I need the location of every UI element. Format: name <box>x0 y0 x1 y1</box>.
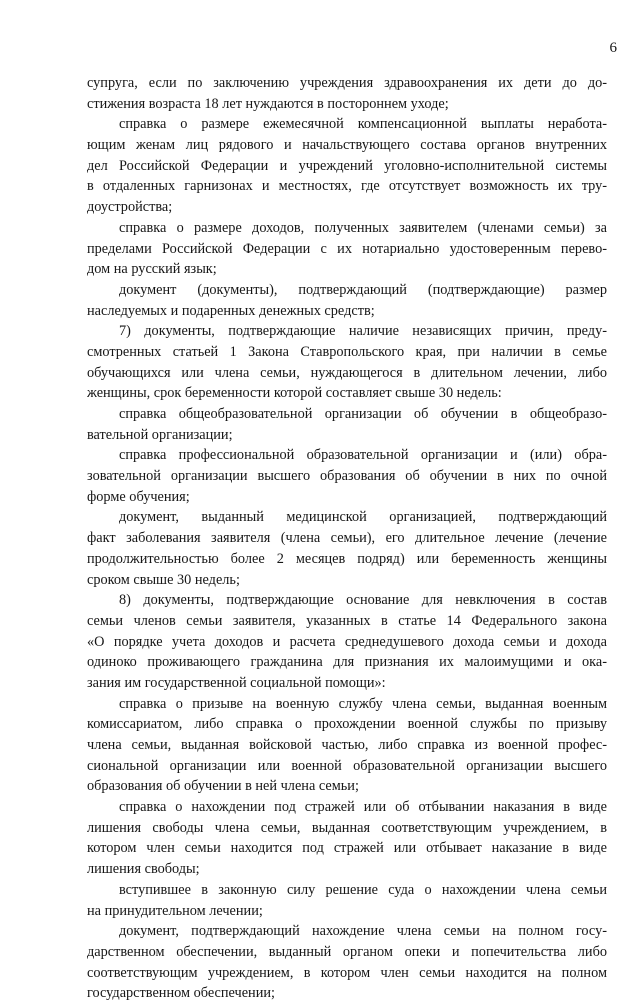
text-line: форме обучения; <box>87 488 190 505</box>
text-line: на принудительном лечении; <box>87 902 263 919</box>
text-line: документ, выданный медицинской организацией, подтверждающий <box>119 509 607 526</box>
text-line: зания им государственной социальной помощи»: <box>87 674 386 691</box>
text-line: лишения свободы члена семьи, выданная соответствующим учреждением, в <box>87 819 607 836</box>
document-body-text <box>87 73 607 1004</box>
text-line: справка профессиональной образовательной организации и (или) обра- <box>119 447 607 464</box>
text-line: дом на русский язык; <box>87 261 217 278</box>
text-line: соответствующим учреждением, в котором член семьи находится на полном <box>87 964 607 981</box>
text-line: справка о размере доходов, полученных заявителем (членами семьи) за <box>119 219 607 236</box>
text-line: семьи членов семьи заявителя, указанных в статье 14 Федерального закона <box>87 612 607 629</box>
text-line: смотренных статьей 1 Закона Ставропольского края, при наличии в семье <box>87 343 607 360</box>
text-line: одиноко проживающего гражданина для признания их малоимущими и ока- <box>87 654 607 671</box>
text-line: пределами Российской Федерации с их нотариально удостоверенным перево- <box>87 240 607 257</box>
page-number: 6 <box>609 40 617 56</box>
text-line: дел Российской Федерации и учреждений уголовно-исполнительной системы <box>87 157 607 174</box>
text-line: комиссариатом, либо справка о прохождении военной службы по призыву <box>87 716 607 733</box>
text-line: вступившее в законную силу решение суда о нахождении члена семьи <box>119 881 607 898</box>
text-line: доустройства; <box>87 199 173 216</box>
text-line: в отдаленных гарнизонах и местностях, где отсутствует возможность их тру- <box>87 178 607 195</box>
text-line: справка о призыве на военную службу члена семьи, выданная военным <box>119 695 607 712</box>
text-line: «О порядке учета доходов и расчета среднедушевого дохода семьи и дохода <box>87 633 607 650</box>
text-line: котором член семьи находится под стражей или отбывает наказание в виде <box>87 840 607 857</box>
text-line: женщины, срок беременности которой составляет свыше 30 недель: <box>87 385 502 402</box>
text-line: 7) документы, подтверждающие наличие независящих причин, преду- <box>119 323 607 340</box>
text-line: лишения свободы; <box>87 861 200 878</box>
text-line: зовательной организации высшего образования об обучении в них по очной <box>87 468 607 485</box>
text-line: справка общеобразовательной организации об обучении в общеобразо- <box>119 406 607 422</box>
text-line: члена семьи, выданная войсковой частью, либо справка из военной профес- <box>87 737 607 753</box>
text-line: продолжительностью более 2 месяцев подряд) или беременность женщины <box>87 550 607 567</box>
text-line: сроком свыше 30 недель; <box>87 571 240 588</box>
text-line: супруга, если по заключению учреждения здравоохранения их дети до до- <box>87 75 607 91</box>
text-line: государственном обеспечении; <box>87 985 275 1002</box>
text-line: дарственном обеспечении, выданный органом опеки и попечительства либо <box>87 943 607 960</box>
text-line: вательной организации; <box>87 426 233 443</box>
text-line: документ (документы), подтверждающий (подтверждающие) размер <box>119 281 607 298</box>
text-line: документ, подтверждающий нахождение члена семьи на полном госу- <box>119 923 607 940</box>
text-line: факт заболевания заявителя (члена семьи), его длительное лечение (лечение <box>87 530 607 547</box>
text-line: наследуемых и подаренных денежных средств; <box>87 302 375 319</box>
text-line: образования об обучении в ней члена семьи; <box>87 778 359 795</box>
text-line: стижения возраста 18 лет нуждаются в постороннем уходе; <box>87 95 449 112</box>
text-line: справка о размере ежемесячной компенсационной выплаты неработа- <box>119 116 607 133</box>
text-line: 8) документы, подтверждающие основание для невключения в состав <box>119 592 607 609</box>
text-line: сиональной организации или военной образовательной организации высшего <box>87 757 607 774</box>
text-line: ющим женам лиц рядового и начальствующего состава органов внутренних <box>87 137 607 154</box>
text-line: справка о нахождении под стражей или об отбывании наказания в виде <box>119 799 607 816</box>
text-line: обучающихся или члена семьи, нуждающегося в длительном лечении, либо <box>87 364 607 381</box>
